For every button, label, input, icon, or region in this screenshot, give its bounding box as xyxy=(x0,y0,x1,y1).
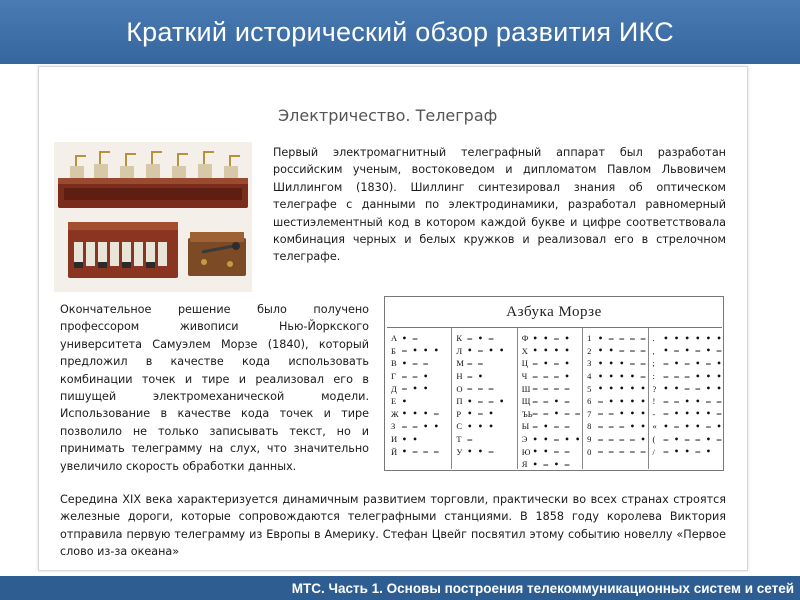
morse-character: Е xyxy=(391,396,397,407)
morse-character: , xyxy=(652,345,655,356)
morse-character: З xyxy=(391,421,396,432)
morse-character: ? xyxy=(652,383,657,394)
morse-code: • — • • — • xyxy=(663,421,722,431)
morse-entry xyxy=(587,370,647,383)
morse-code: — — — • • xyxy=(598,421,646,431)
morse-code: — • • — • xyxy=(663,447,712,457)
morse-character: Х xyxy=(521,345,528,356)
morse-column xyxy=(452,328,517,469)
morse-character: Ц xyxy=(521,358,528,369)
paragraph-schilling: Первый электромагнитный телеграфный аппарат был разработан российским ученым, востоковедом и дипломатом Павлом Львовичем Шиллингом (1830). Шиллинг синтезировал знания об оптическом телеграфе с данными по электродинамики, разработал равномерный шестиэлементный код в котором каждой букве и цифре соответствовала комбинация черных и белых кружков и реализовал его в стрелочном телеграфе. xyxy=(273,146,726,264)
morse-character: Л xyxy=(456,345,463,356)
morse-column xyxy=(387,328,452,469)
morse-character: 3 xyxy=(587,358,592,369)
morse-code: • • — — • • xyxy=(663,384,722,394)
morse-character: Ж xyxy=(391,408,399,419)
morse-character: . xyxy=(652,333,655,344)
morse-character: Ш xyxy=(521,383,531,394)
morse-code: • — • — xyxy=(532,459,570,469)
morse-code: — — • — — xyxy=(532,409,581,419)
morse-character: Щ xyxy=(521,396,531,407)
morse-code: • • xyxy=(402,434,418,444)
morse-character: С xyxy=(456,421,463,432)
morse-entry xyxy=(456,445,516,458)
morse-entry xyxy=(456,395,516,408)
morse-code: — • • xyxy=(402,384,429,394)
morse-character: А xyxy=(391,333,398,344)
morse-entry xyxy=(522,445,582,458)
morse-code: • • • • — xyxy=(598,371,646,381)
morse-code: — • — • xyxy=(532,358,570,368)
morse-code: • • — — xyxy=(532,447,570,457)
morse-character: П xyxy=(456,396,463,407)
morse-code: • • — • • xyxy=(532,434,581,444)
morse-entry xyxy=(391,382,451,395)
morse-entry xyxy=(653,433,722,446)
morse-character: Д xyxy=(391,383,397,394)
slide-footer xyxy=(0,576,800,600)
morse-columns xyxy=(387,327,722,469)
morse-code: — — • • xyxy=(402,421,440,431)
morse-code: — — — — — xyxy=(598,447,646,457)
morse-character: - xyxy=(652,408,656,419)
morse-code: — — • xyxy=(402,371,429,381)
morse-column xyxy=(649,328,722,469)
morse-entry xyxy=(522,395,582,408)
morse-code: • — — xyxy=(402,358,429,368)
morse-code: • — • • xyxy=(467,346,505,356)
morse-code: • • • — xyxy=(402,409,440,419)
morse-character: 0 xyxy=(587,446,592,457)
morse-character: Я xyxy=(521,459,528,470)
morse-entry xyxy=(587,382,647,395)
morse-code: — • xyxy=(467,371,484,381)
morse-entry xyxy=(456,420,516,433)
morse-entry xyxy=(587,420,647,433)
morse-code: • • • • • • xyxy=(663,333,722,343)
morse-entry xyxy=(587,445,647,458)
morse-entry xyxy=(391,357,451,370)
morse-character: О xyxy=(456,383,463,394)
slide-title: Краткий исторический обзор развития ИКС xyxy=(126,16,674,47)
morse-character: 6 xyxy=(587,396,592,407)
paragraph-morse: Окончательное решение было получено профессором живописи Нью-Йоркского университета Самуэлем Морзе (1840), который предложил в качестве кода использовать комбинации точек и тире и реализовал его в пишущей электромеханической модели. Использование в качестве кода точек и тире позволило не только записывать текст, но и принимать телеграмму на слух, что значительно увеличило скорость обработки данных. xyxy=(60,303,369,473)
morse-code: — — — • • • xyxy=(663,371,722,381)
morse-character: Р xyxy=(456,408,462,419)
morse-entry xyxy=(391,445,451,458)
morse-character: 9 xyxy=(587,434,592,445)
morse-character: : xyxy=(652,371,655,382)
morse-entry xyxy=(522,458,582,471)
morse-code: • — — — xyxy=(402,447,440,457)
morse-table-title: Азбука Морзе xyxy=(506,304,602,320)
morse-entry xyxy=(653,332,722,345)
morse-entry xyxy=(522,408,582,421)
morse-entry xyxy=(522,345,582,358)
morse-entry xyxy=(653,345,722,358)
morse-code: • • • xyxy=(467,421,494,431)
morse-entry xyxy=(653,445,722,458)
morse-character: 4 xyxy=(587,371,592,382)
morse-entry xyxy=(587,357,647,370)
morse-code: — — • • • xyxy=(598,409,646,419)
morse-entry xyxy=(391,420,451,433)
morse-code: • • • • • xyxy=(598,384,646,394)
morse-character: ЪЬ xyxy=(521,408,533,419)
morse-entry xyxy=(391,332,451,345)
morse-character: Й xyxy=(391,446,398,457)
morse-entry xyxy=(391,395,451,408)
morse-entry xyxy=(587,433,647,446)
morse-character: И xyxy=(391,434,398,445)
morse-code: • — xyxy=(402,333,418,343)
morse-character: Б xyxy=(391,345,396,356)
morse-code: • • — • xyxy=(532,333,570,343)
morse-character: 1 xyxy=(587,333,592,344)
morse-character: М xyxy=(456,358,464,369)
morse-character: К xyxy=(456,333,463,344)
morse-entry xyxy=(653,420,722,433)
morse-code: • • • — — xyxy=(598,358,646,368)
footer-text: МТС. Часть 1. Основы построения телекоммуникационных систем и сетей xyxy=(291,580,794,596)
morse-code: — • • • xyxy=(402,346,440,356)
morse-entry xyxy=(522,370,582,383)
morse-code: — — — xyxy=(467,384,494,394)
morse-code: — — • • — — xyxy=(663,396,722,406)
morse-entry xyxy=(391,433,451,446)
morse-code: — — — — xyxy=(532,384,570,394)
morse-character: Ы xyxy=(521,421,530,432)
morse-code: — • — xyxy=(467,333,494,343)
morse-code: — • • • • — xyxy=(663,409,722,419)
morse-entry xyxy=(522,420,582,433)
morse-character: Н xyxy=(456,371,463,382)
morse-character: ; xyxy=(652,358,655,369)
morse-code: • — • — • — xyxy=(663,346,722,356)
morse-entry xyxy=(587,408,647,421)
morse-character: 8 xyxy=(587,421,592,432)
morse-code: — xyxy=(467,434,473,444)
morse-code: • — — • xyxy=(467,396,505,406)
morse-code: • — • xyxy=(467,409,494,419)
morse-entry xyxy=(587,332,647,345)
morse-character: Ю xyxy=(521,446,531,457)
morse-code: — • — — • — xyxy=(663,434,722,444)
morse-code: • — — — — xyxy=(598,333,646,343)
morse-character: Г xyxy=(391,371,396,382)
morse-entry xyxy=(456,408,516,421)
morse-entry xyxy=(653,395,722,408)
morse-entry xyxy=(391,345,451,358)
morse-column xyxy=(518,328,583,469)
morse-code: — — — — • xyxy=(598,434,646,444)
morse-entry xyxy=(653,408,722,421)
morse-column xyxy=(583,328,648,469)
morse-code: — — • — xyxy=(532,396,570,406)
morse-entry xyxy=(522,433,582,446)
morse-code: — — — • xyxy=(532,371,570,381)
morse-character: / xyxy=(652,446,655,457)
morse-code: — • • • • xyxy=(598,396,646,406)
morse-code: • xyxy=(402,396,408,406)
morse-entry xyxy=(456,345,516,358)
morse-code: — • — — xyxy=(532,421,570,431)
morse-code: • • — — — xyxy=(598,346,646,356)
morse-entry xyxy=(391,408,451,421)
morse-entry xyxy=(522,382,582,395)
morse-entry xyxy=(587,345,647,358)
morse-entry xyxy=(587,395,647,408)
morse-code: • • — xyxy=(467,447,494,457)
morse-code-table xyxy=(384,296,724,471)
morse-entry xyxy=(522,332,582,345)
morse-character: Т xyxy=(456,434,462,445)
section-title: Электричество. Телеграф xyxy=(278,106,498,125)
paragraph-19th-century: Середина XIX века характеризуется динамичным развитием торговли, практически во всех странах строятся железные дороги, которые сопровождаются телеграфными станциями. В 1858 году королева Виктория отправила первую телеграмму из Европы в Америку. Стефан Цвейг посвятил этому событию новеллу «Первое слово из-за океана» xyxy=(60,493,726,559)
morse-entry xyxy=(653,382,722,395)
morse-entry xyxy=(522,357,582,370)
morse-character: ! xyxy=(652,396,656,407)
morse-code: • • • • xyxy=(532,346,570,356)
morse-character: 5 xyxy=(587,383,592,394)
morse-entry xyxy=(653,370,722,383)
morse-entry xyxy=(456,382,516,395)
morse-character: В xyxy=(391,358,397,369)
morse-character: 2 xyxy=(587,345,592,356)
morse-entry xyxy=(456,433,516,446)
morse-entry xyxy=(456,332,516,345)
morse-code: — — xyxy=(467,358,484,368)
morse-entry xyxy=(653,357,722,370)
morse-character: 7 xyxy=(587,408,592,419)
morse-character: У xyxy=(456,446,463,457)
morse-entry xyxy=(456,370,516,383)
morse-character: ( xyxy=(652,434,656,445)
morse-code: — • — • — • xyxy=(663,358,722,368)
telegraph-apparatus-image xyxy=(54,142,252,292)
morse-character: Ч xyxy=(521,371,528,382)
morse-character: Ф xyxy=(521,333,529,344)
morse-entry xyxy=(456,357,516,370)
morse-character: Э xyxy=(521,434,528,445)
morse-character: « xyxy=(652,421,657,432)
morse-entry xyxy=(391,370,451,383)
slide-header xyxy=(0,0,800,64)
